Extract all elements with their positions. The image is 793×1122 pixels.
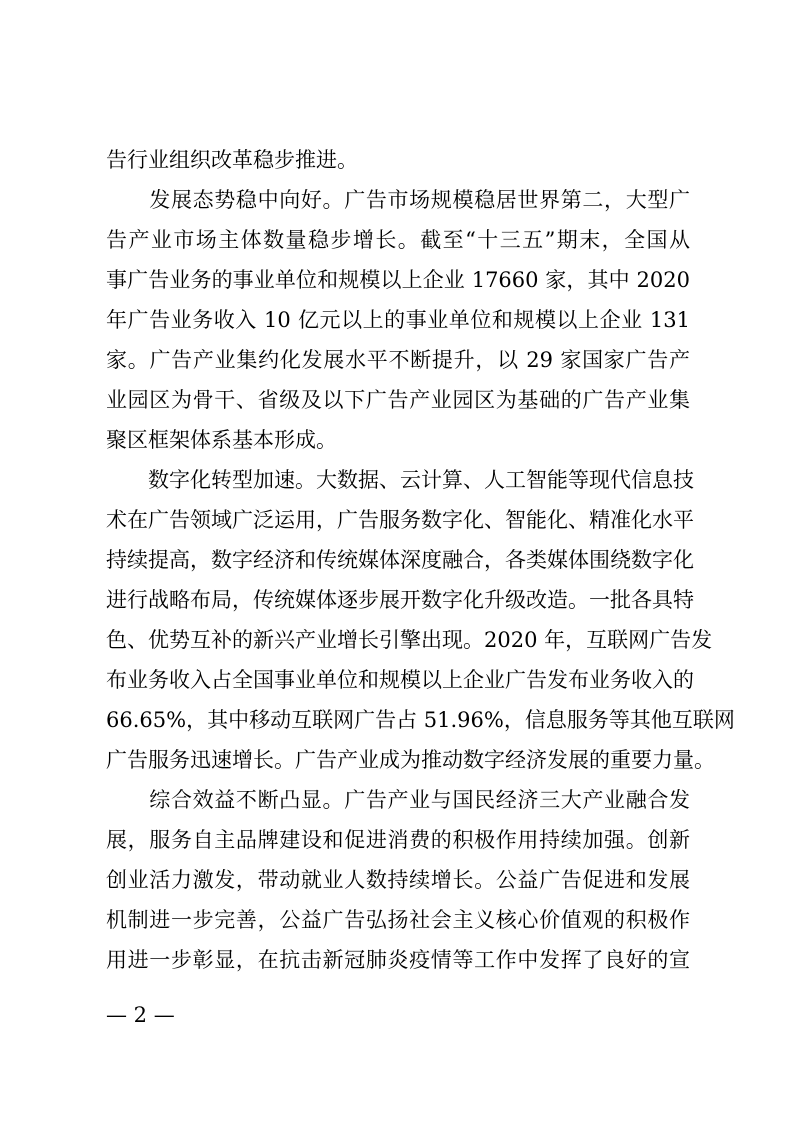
text-line: 色、优势互补的新兴产业增长引擎出现。2020 年，互联网广告发 [106,628,713,652]
text-line: 进行战略布局，传统媒体逐步展开数字化升级改造。一批各具特 [106,588,694,612]
page-number: — 2 — [106,1003,175,1027]
text-line: 告产业市场主体数量稳步增长。截至“十三五”期末，全国从 [106,228,690,252]
text-line: 用进一步彰显，在抗击新冠肺炎疫情等工作中发挥了良好的宣 [106,948,690,972]
text-line: 广告服务迅速增长。广告产业成为推动数字经济发展的重要力量。 [106,748,715,772]
text-line: 告行业组织改革稳步推进。 [106,148,358,172]
text-line: 年广告业务收入 10 亿元以上的事业单位和规模以上企业 131 [106,308,690,332]
paragraph-2 [106,180,690,460]
text-line: 业园区为骨干、省级及以下广告产业园区为基础的广告产业集 [106,388,690,412]
text-line: 展，服务自主品牌建设和促进消费的积极作用持续加强。创新 [106,828,690,852]
paragraph-1 [106,140,690,180]
text-line: 持续提高，数字经济和传统媒体深度融合，各类媒体围绕数字化 [106,548,694,572]
text-line: 家。广告产业集约化发展水平不断提升，以 29 家国家广告产 [106,348,690,372]
text-line: 创业活力激发，带动就业人数持续增长。公益广告促进和发展 [106,868,690,892]
text-line: 术在广告领域广泛运用，广告服务数字化、智能化、精准化水平 [106,508,694,532]
page-body [106,140,735,980]
text-line: 聚区框架体系基本形成。 [106,428,337,452]
text-line: 机制进一步完善，公益广告弘扬社会主义核心价值观的积极作 [106,908,690,932]
paragraph-3 [106,460,735,780]
text-line: 事广告业务的事业单位和规模以上企业 17660 家，其中 2020 [106,268,690,292]
text-line: 发展态势稳中向好。广告市场规模稳居世界第二，大型广 [106,188,690,212]
text-line: 布业务收入占全国事业单位和规模以上企业广告发布业务收入的 [106,668,694,692]
text-line: 综合效益不断凸显。广告产业与国民经济三大产业融合发 [106,788,690,812]
text-line: 66.65%，其中移动互联网广告占 51.96%，信息服务等其他互联网 [106,708,735,732]
paragraph-4 [106,780,690,980]
text-line: 数字化转型加速。大数据、云计算、人工智能等现代信息技 [106,468,694,492]
